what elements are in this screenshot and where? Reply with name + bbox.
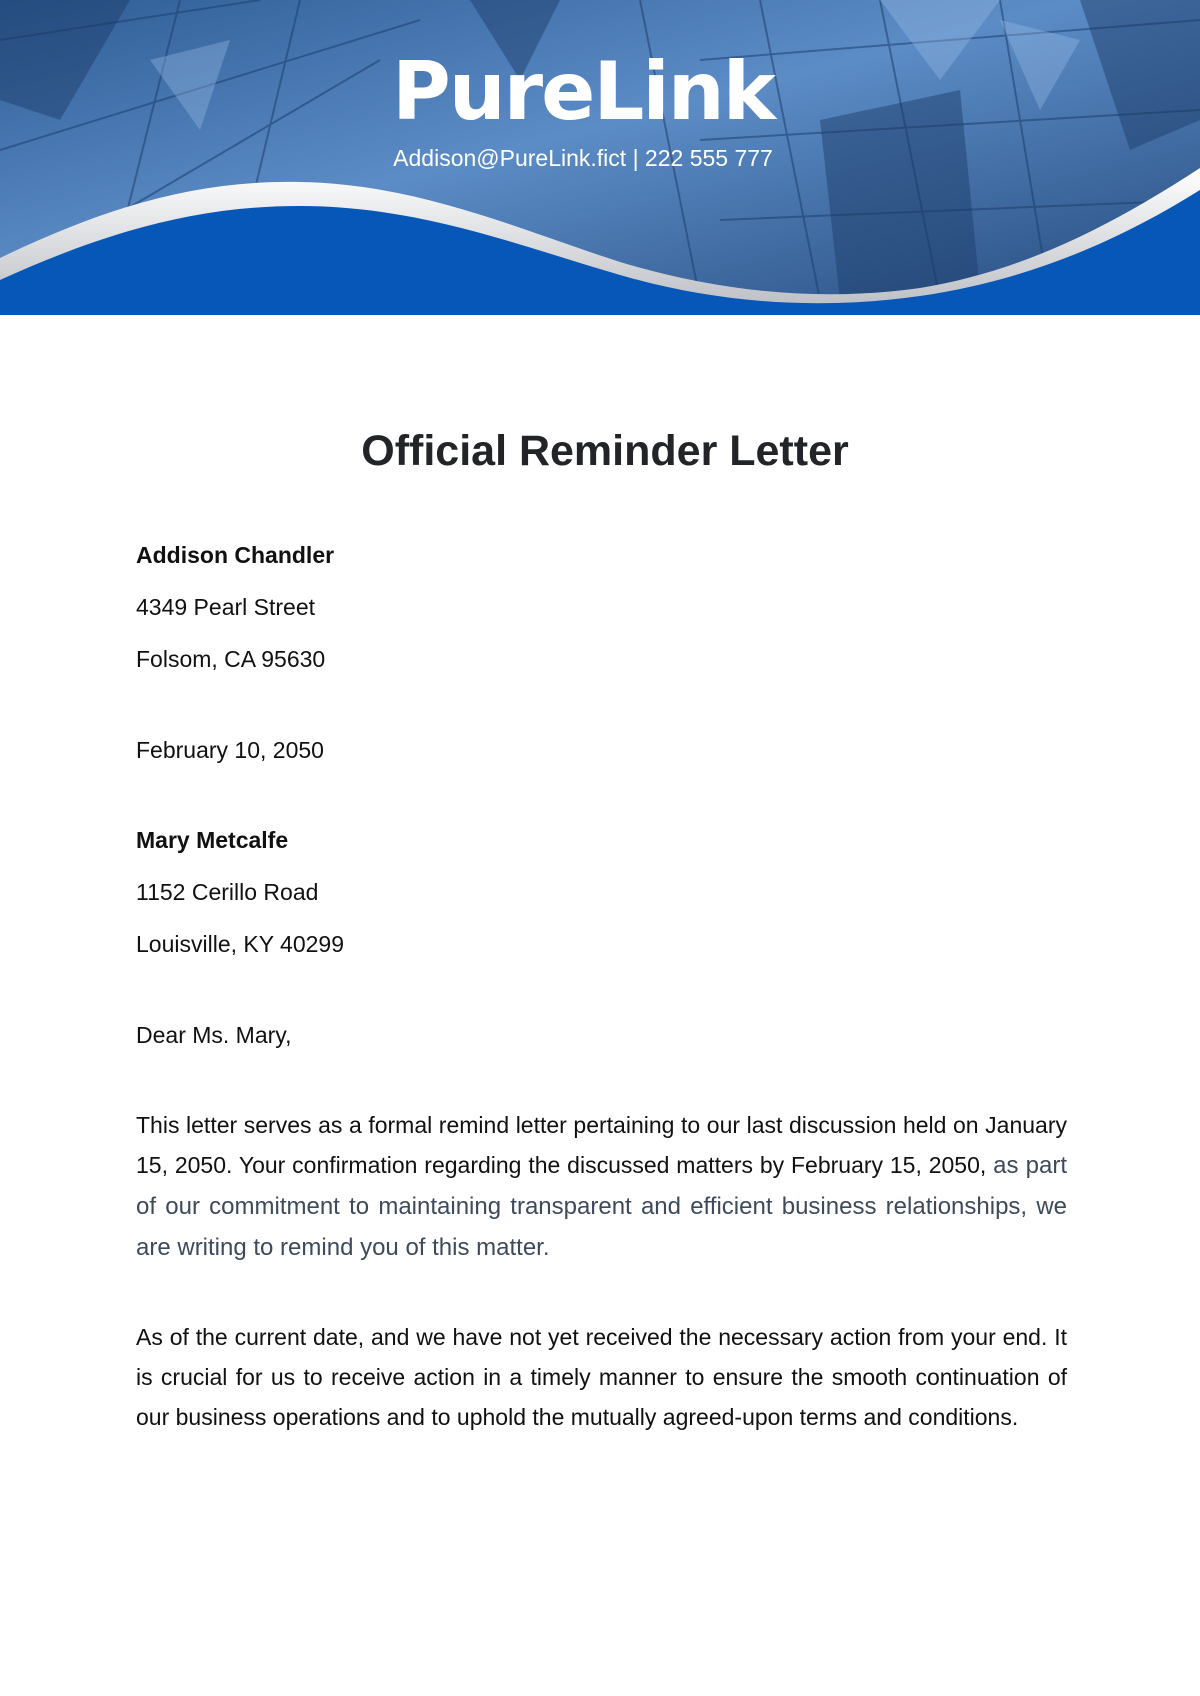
contact-info: Addison@PureLink.fict | 222 555 777 [393,145,773,171]
paragraph-1-highlight: as part of our commitment to maintaining transparent and efficient business relationships, we are writing to remind you of this matter. [136,1152,1067,1261]
letter-date: February 10, 2050 [136,737,324,763]
salutation: Dear Ms. Mary, [136,1022,292,1048]
sender-street: 4349 Pearl Street [136,594,316,620]
letterhead-banner [0,0,1200,315]
sender-address-block [136,540,1067,674]
body-paragraph-1 [136,1105,1067,1268]
body-paragraph-2: As of the current date, and we have not yet received the necessary action from your end. It is crucial for us to receive action in a timely manner to ensure the smooth continuation of our business operations and to uphold the mutually agreed-upon terms and conditions. [136,1324,1067,1430]
recipient-street: 1152 Cerillo Road [136,879,319,905]
brand-name: PureLink [392,45,774,138]
paragraph-1-main: This letter serves as a formal remind letter pertaining to our last discussion held on January 15, 2050. Your confirmation regarding the discussed matters by February 15, 2050, [136,1112,1067,1178]
sender-city: Folsom, CA 95630 [136,646,326,672]
recipient-city: Louisville, KY 40299 [136,931,344,957]
recipient-address-block [136,825,1067,959]
document-title: Official Reminder Letter [361,427,849,475]
sender-name: Addison Chandler [136,542,335,568]
recipient-name: Mary Metcalfe [136,827,289,853]
